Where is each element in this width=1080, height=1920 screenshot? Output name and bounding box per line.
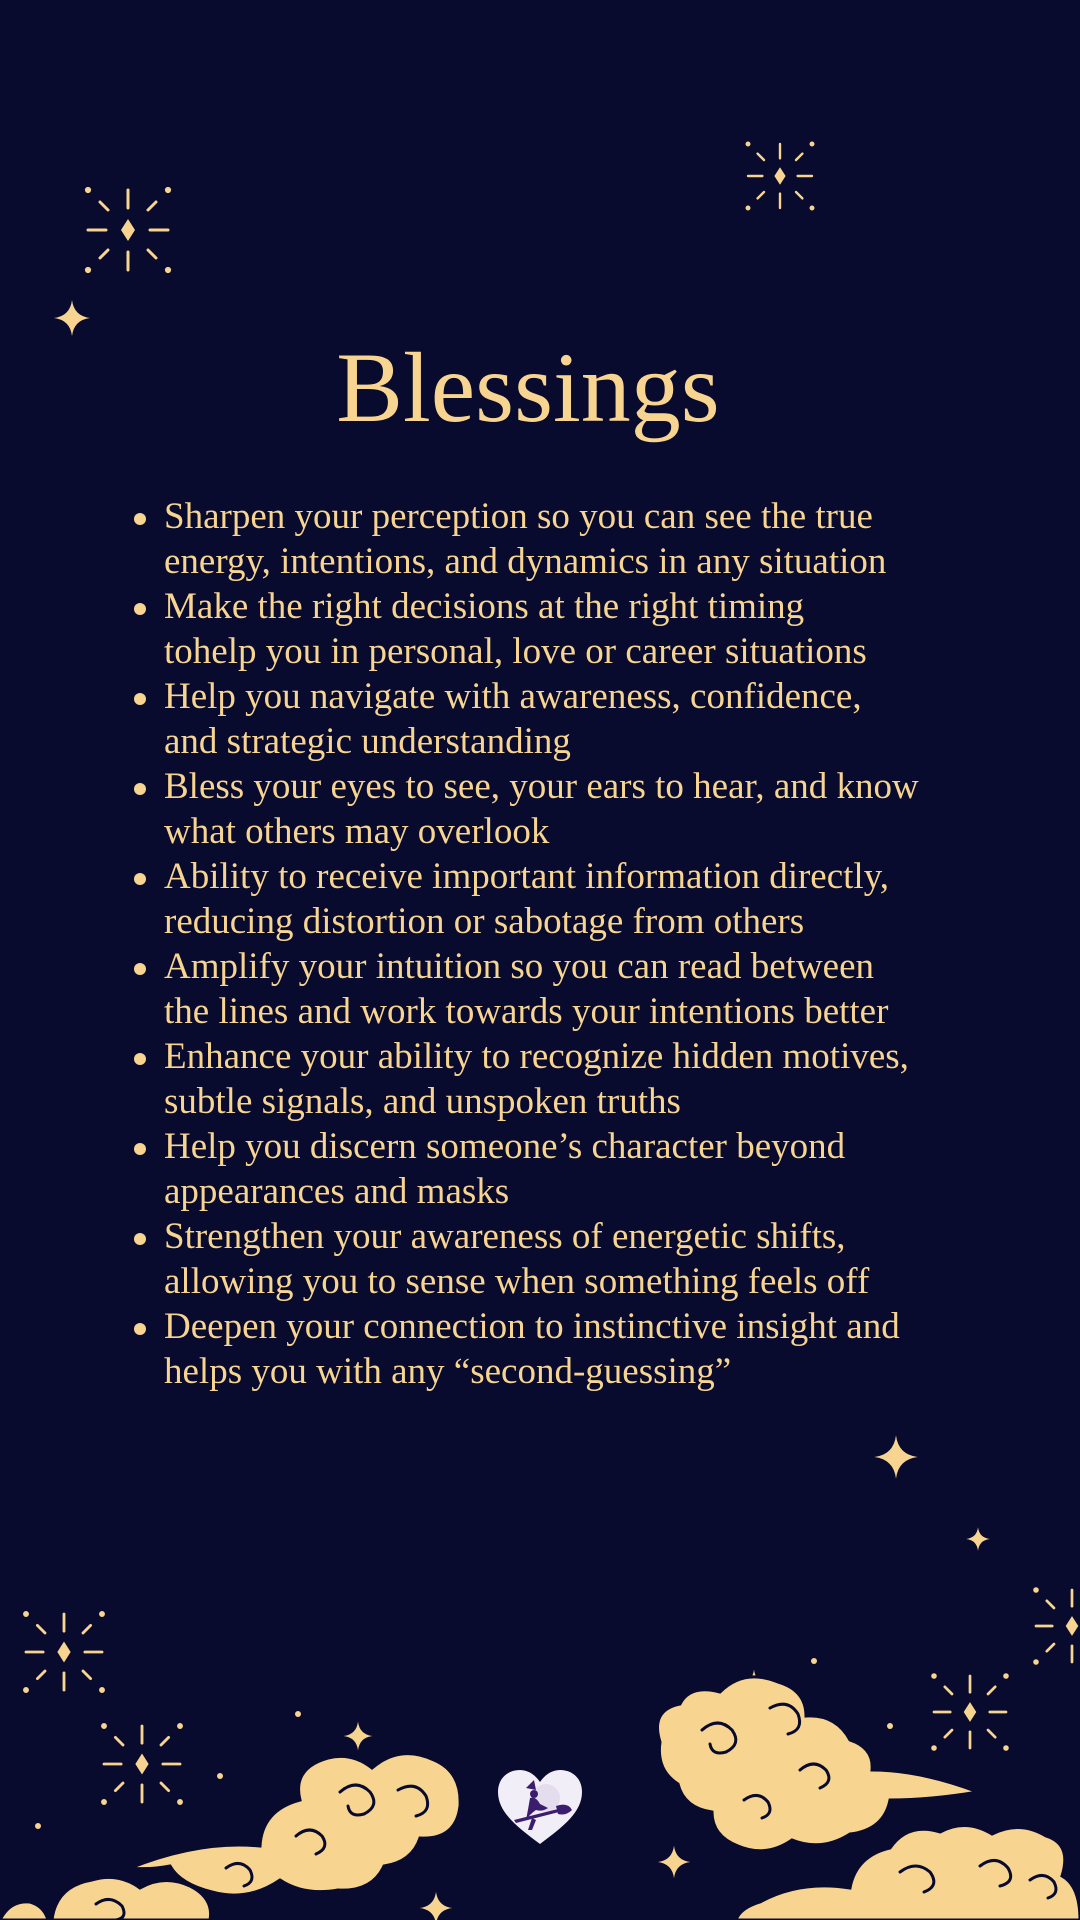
item-line-1: Ability to receive important information directly, [164, 856, 890, 897]
item-line-1: Strengthen your awareness of energetic shifts, [164, 1216, 846, 1257]
dot-stars [35, 1658, 893, 1829]
sparkle-icon [933, 1675, 1008, 1750]
list-item [164, 1034, 984, 1124]
list-item [164, 584, 984, 674]
list-item [164, 944, 984, 1034]
item-line-2: and strategic understanding [164, 721, 571, 762]
sparkle-icon [86, 188, 169, 271]
item-line-1: Amplify your intuition so you can read between [164, 946, 875, 987]
item-line-2: subtle signals, and unspoken truths [164, 1081, 681, 1122]
list-item [164, 674, 984, 764]
item-line-2: tohelp you in personal, love or career situations [164, 631, 867, 672]
item-line-1: Help you navigate with awareness, confidence, [164, 676, 862, 717]
star-icon [874, 1435, 917, 1478]
item-line-2: reducing distortion or sabotage from others [164, 901, 805, 942]
item-line-1: Deepen your connection to instinctive insight and [164, 1306, 900, 1347]
item-line-1: Make the right decisions at the right timing [164, 586, 805, 627]
list-item [164, 854, 984, 944]
star-icon [740, 1670, 769, 1699]
item-line-2: what others may overlook [164, 811, 550, 852]
sparkle-icon [24, 1612, 103, 1691]
cloud-icon [0, 1754, 460, 1920]
item-line-1: Help you discern someone’s character beyond [164, 1126, 846, 1167]
list-item [164, 1124, 984, 1214]
list-item [164, 494, 984, 584]
page-title: Blessings [336, 332, 720, 443]
item-line-1: Enhance your ability to recognize hidden motives, [164, 1036, 909, 1077]
item-line-2: allowing you to sense when something feels off [164, 1261, 870, 1302]
sparkle-icon [102, 1724, 181, 1803]
item-line-1: Sharpen your perception so you can see the true [164, 496, 873, 537]
witch-heart-logo [496, 1768, 584, 1846]
list-item [164, 764, 984, 854]
cloud-swirls-left [96, 1785, 428, 1920]
star-icon [344, 1722, 373, 1751]
list-item [164, 1304, 984, 1394]
star-icon [966, 1527, 989, 1550]
blessings-list [164, 494, 984, 1394]
item-line-2: helps you with any “second-guessing” [164, 1351, 732, 1392]
item-line-2: energy, intentions, and dynamics in any situation [164, 541, 887, 582]
sparkle-icon [1035, 1589, 1080, 1664]
star-icon [658, 1846, 690, 1878]
item-line-2: appearances and masks [164, 1171, 510, 1212]
cloud-icon [658, 1677, 1080, 1920]
sparkle-icon [747, 143, 814, 210]
item-line-1: Bless your eyes to see, your ears to hear, and know [164, 766, 919, 807]
cloud-swirls-right [702, 1704, 1056, 1898]
item-line-2: the lines and work towards your intentions better [164, 991, 889, 1032]
star-icon [420, 1892, 452, 1920]
list-item [164, 1214, 984, 1304]
